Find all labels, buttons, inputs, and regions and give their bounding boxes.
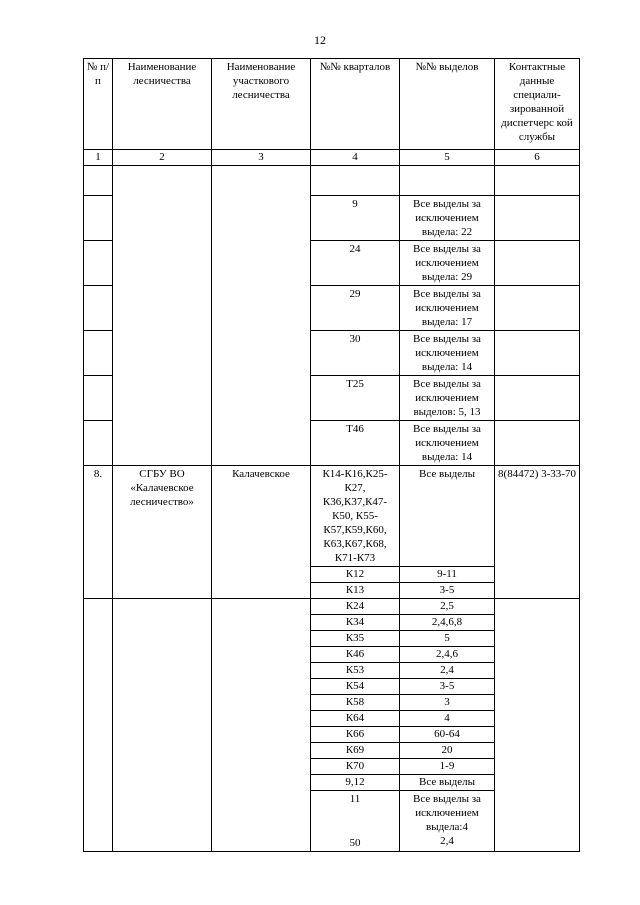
- plots-cell: Все выделы за исключением выделов: 5, 13: [400, 376, 495, 421]
- table-row: [84, 466, 580, 567]
- quarter-cell: К24: [311, 599, 400, 615]
- plots-cell: 2,4: [400, 663, 495, 679]
- forestry-cell: СГБУ ВО «Калачевское лесничество»: [113, 466, 212, 599]
- row-number-cell: [84, 421, 113, 466]
- row-number-cell: [84, 241, 113, 286]
- plots-cell: 2,4,6,8: [400, 615, 495, 631]
- header-cell: Контактные данные специали-зированной диспетчерс кой службы: [495, 59, 580, 150]
- quarter-cell: К58: [311, 695, 400, 711]
- header-cell: Наименование участкового лесничества: [212, 59, 311, 150]
- quarter-cell: К69: [311, 743, 400, 759]
- plots-cell: Все выделы за исключением выдела: 29: [400, 241, 495, 286]
- column-number: 2: [113, 150, 212, 166]
- plots-cell: Все выделы: [400, 775, 495, 791]
- quarter-cell: [311, 166, 400, 196]
- plots-cell: 60-64: [400, 727, 495, 743]
- contact-cell: 8(84472) 3-33-70: [495, 466, 580, 599]
- plots-cell: Все выделы: [400, 466, 495, 567]
- plots-cell: [400, 791, 495, 852]
- plots-value: Все выделы за исключением выдела:4: [413, 793, 481, 833]
- quarter-cell: К53: [311, 663, 400, 679]
- row-number-cell: [84, 376, 113, 421]
- forestry-cell: [113, 599, 212, 852]
- plots-cell: 1-9: [400, 759, 495, 775]
- plots-cell: 5: [400, 631, 495, 647]
- column-number: 6: [495, 150, 580, 166]
- contact-cell: [495, 196, 580, 241]
- plots-cell: 3: [400, 695, 495, 711]
- plots-cell: Все выделы за исключением выдела: 22: [400, 196, 495, 241]
- table-row: [84, 166, 580, 196]
- plots-cell: 2,5: [400, 599, 495, 615]
- row-number-cell: [84, 196, 113, 241]
- plots-cell: Все выделы за исключением выдела: 14: [400, 331, 495, 376]
- plots-cell: Все выделы за исключением выдела: 14: [400, 421, 495, 466]
- column-number: 3: [212, 150, 311, 166]
- row-number-cell: [84, 331, 113, 376]
- quarter-cell: К54: [311, 679, 400, 695]
- quarter-cell: 24: [311, 241, 400, 286]
- contact-cell: [495, 599, 580, 852]
- header-cell: №№ кварталов: [311, 59, 400, 150]
- contact-cell: [495, 241, 580, 286]
- quarter-cell: К70: [311, 759, 400, 775]
- page-number: 12: [314, 33, 326, 47]
- column-number: 5: [400, 150, 495, 166]
- row-number-cell: [84, 286, 113, 331]
- plots-cell: 2,4,6: [400, 647, 495, 663]
- quarter-cell: [311, 791, 400, 852]
- plots-cell: 20: [400, 743, 495, 759]
- contact-cell: [495, 286, 580, 331]
- quarter-cell: 9,12: [311, 775, 400, 791]
- plots-cell: 4: [400, 711, 495, 727]
- quarter-cell: К35: [311, 631, 400, 647]
- quarter-value: 11: [349, 793, 361, 805]
- contact-cell: [495, 166, 580, 196]
- row-number-cell: [84, 599, 113, 852]
- plots-cell: Все выделы за исключением выдела: 17: [400, 286, 495, 331]
- header-cell: Наименование лесничества: [113, 59, 212, 150]
- plots-cell: 3-5: [400, 583, 495, 599]
- plots-cell: [400, 166, 495, 196]
- header-row: [84, 59, 580, 150]
- quarter-cell: К34: [311, 615, 400, 631]
- quarter-cell: К64: [311, 711, 400, 727]
- column-number: 4: [311, 150, 400, 166]
- quarter-cell: К12: [311, 567, 400, 583]
- plots-value: 2,4: [440, 835, 454, 847]
- district-cell: Калачевское: [212, 466, 311, 599]
- contact-cell: [495, 331, 580, 376]
- quarter-cell: 29: [311, 286, 400, 331]
- quarter-cell: 30: [311, 331, 400, 376]
- quarter-cell: К46: [311, 647, 400, 663]
- plots-cell: 9-11: [400, 567, 495, 583]
- quarter-cell: Т25: [311, 376, 400, 421]
- column-number: 1: [84, 150, 113, 166]
- district-cell: [212, 166, 311, 466]
- contact-cell: [495, 421, 580, 466]
- quarter-cell: К14-К16,К25-К27, К36,К37,К47-К50, К55-К57,К59,К60, К63,К67,К68, К71-К73: [311, 466, 400, 567]
- table-row: [84, 599, 580, 615]
- quarter-cell: К66: [311, 727, 400, 743]
- row-number-cell: [84, 166, 113, 196]
- quarter-value: 50: [349, 837, 361, 849]
- district-cell: [212, 599, 311, 852]
- quarter-cell: К13: [311, 583, 400, 599]
- forestry-cell: [113, 166, 212, 466]
- header-cell: № п/п: [84, 59, 113, 150]
- forestry-table: [83, 58, 580, 852]
- quarter-cell: Т46: [311, 421, 400, 466]
- plots-cell: 3-5: [400, 679, 495, 695]
- contact-cell: [495, 376, 580, 421]
- row-number-cell: 8.: [84, 466, 113, 599]
- column-number-row: [84, 150, 580, 166]
- quarter-cell: 9: [311, 196, 400, 241]
- header-cell: №№ выделов: [400, 59, 495, 150]
